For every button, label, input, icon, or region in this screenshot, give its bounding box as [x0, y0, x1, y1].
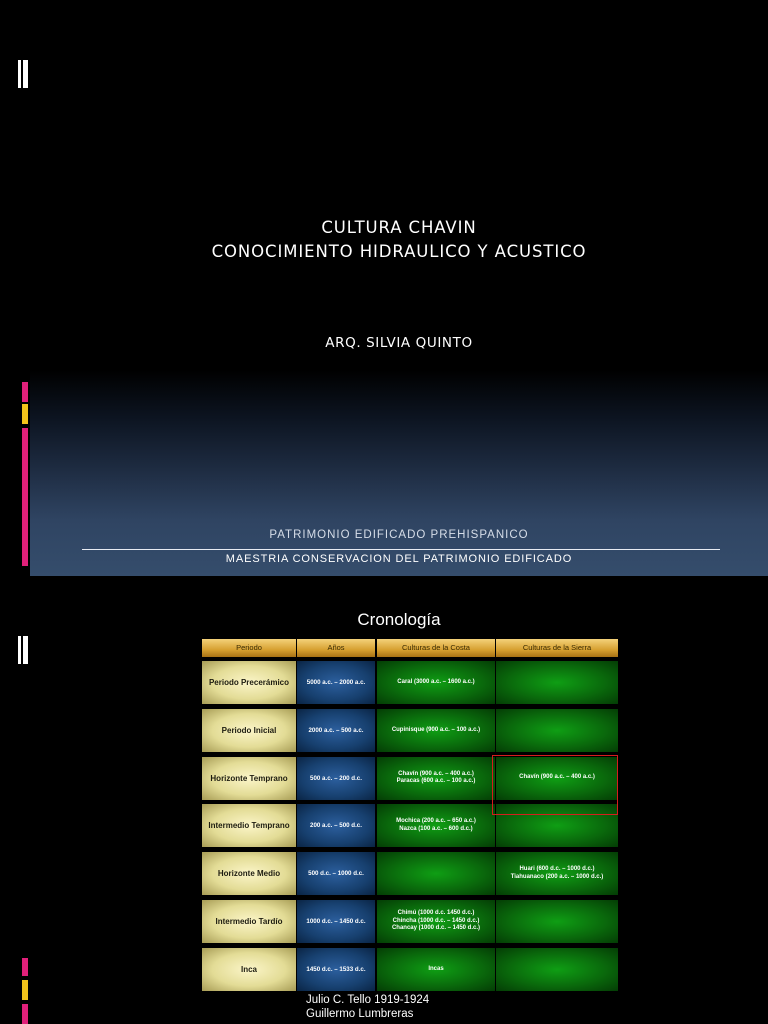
- cell-costa: [377, 852, 495, 895]
- cell-text: Horizonte Medio: [217, 869, 281, 879]
- divider-line: [82, 549, 720, 550]
- accent-bar-magenta-3: [22, 958, 28, 976]
- chronology-title: Cronología: [357, 610, 441, 629]
- cell-text: Incas: [428, 965, 444, 972]
- title-slide: [30, 0, 768, 576]
- header-sierra: Culturas de la Sierra: [496, 639, 618, 657]
- cell-periodo: [202, 709, 296, 752]
- chronology-table: [202, 637, 620, 1024]
- header-costa: Culturas de la Costa: [377, 639, 495, 657]
- cell-anos: [297, 709, 375, 752]
- cell-text: Chavín (900 a.c. – 400 a.c.) Paracas (600 a.c. – 100 a.c.): [396, 770, 476, 785]
- cell-periodo: [202, 948, 296, 991]
- header-periodo: Periodo: [202, 639, 296, 657]
- cell-sierra: [496, 709, 618, 752]
- slide-title: [30, 216, 768, 264]
- slide1-edge-mark: [18, 60, 21, 88]
- header-anos: Años: [297, 639, 375, 657]
- cell-anos: [297, 757, 375, 800]
- cell-text: Inca: [240, 964, 257, 974]
- cell-text: 200 a.c. – 500 d.c.: [310, 822, 362, 830]
- cell-text: Huari (600 d.c. – 1000 d.c.) Tiahuanaco (200 a.c. – 1000 d.c.): [510, 866, 604, 880]
- cell-sierra: [496, 948, 618, 991]
- cell-text: Chimú (1000 d.c. 1450 d.c.) Chincha (1000 d.c. – 1450 d.c.) Chancay (1000 d.c. – 1450 d.c.): [391, 910, 481, 932]
- cell-periodo: [202, 661, 296, 704]
- cell-text: 1000 d.c. – 1450 d.c.: [306, 918, 366, 925]
- cell-periodo: [202, 757, 296, 800]
- accent-bar-yellow-2: [22, 980, 28, 1000]
- chronology-slide: [30, 576, 768, 1024]
- credits: [306, 993, 429, 1021]
- cell-periodo: [202, 852, 296, 895]
- course-name: PATRIMONIO EDIFICADO PREHISPANICO: [269, 529, 529, 541]
- cell-text: Horizonte Temprano: [210, 773, 288, 783]
- cell-costa: [377, 900, 495, 943]
- cell-periodo: [202, 804, 296, 847]
- cell-costa: [377, 804, 495, 847]
- cell-costa: [377, 661, 495, 704]
- cell-costa: [377, 948, 495, 991]
- accent-bar-yellow: [22, 404, 28, 424]
- cell-text: Intermedio Tardío: [215, 917, 283, 926]
- cell-costa: [377, 757, 495, 800]
- cell-anos: [297, 661, 375, 704]
- title-line-2: CONOCIMIENTO HIDRAULICO Y ACUSTICO: [211, 242, 587, 261]
- cell-text: Caral (3000 a.c. – 1600 a.c.): [397, 678, 475, 685]
- cell-sierra: [496, 661, 618, 704]
- chavin-highlight-box: [492, 755, 618, 815]
- cell-text: Chavín (900 a.c. – 400 a.c.): [519, 774, 595, 781]
- slide1-edge-mark-2: [23, 60, 28, 88]
- cell-text: Mochica (200 a.c. – 650 a.c.) Nazca (100 a.c. – 600 d.c.): [396, 818, 476, 832]
- cell-sierra: [496, 852, 618, 895]
- credits-line-1: Julio C. Tello 1919-1924: [306, 994, 430, 1006]
- cell-anos: [297, 804, 375, 847]
- title-line-1: CULTURA CHAVIN: [321, 218, 477, 237]
- cell-text: 1450 d.c. – 1533 d.c.: [306, 965, 366, 973]
- cell-text: Cupinisque (900 a.c. – 100 a.c.): [391, 726, 481, 733]
- accent-bar-magenta-2: [22, 428, 28, 566]
- program-name: MAESTRIA CONSERVACION DEL PATRIMONIO EDIFICADO: [225, 553, 573, 565]
- slide2-edge-mark-2: [23, 636, 28, 664]
- cell-sierra: [496, 900, 618, 943]
- slide2-edge-mark: [18, 636, 21, 664]
- cell-anos: [297, 852, 375, 895]
- accent-bar-magenta: [22, 382, 28, 402]
- cell-periodo: [202, 900, 296, 943]
- accent-bar-magenta-4: [22, 1004, 28, 1024]
- cell-text: 500 d.c. – 1000 d.c.: [308, 870, 364, 878]
- cell-text: 500 a.c. – 200 d.c.: [310, 774, 362, 782]
- cell-costa: [377, 709, 495, 752]
- cell-anos: [297, 900, 375, 943]
- author-name: ARQ. SILVIA QUINTO: [325, 335, 473, 351]
- cell-text: 2000 a.c. – 500 a.c.: [308, 726, 364, 734]
- cell-anos: [297, 948, 375, 991]
- credits-line-2: Guillermo Lumbreras: [306, 1008, 414, 1020]
- cell-text: Periodo Inicial: [221, 725, 277, 735]
- cell-text: 5000 a.c. – 2000 a.c.: [306, 679, 366, 686]
- cell-text: Periodo Precerámico: [208, 678, 290, 687]
- cell-text: Intermedio Temprano: [208, 821, 290, 831]
